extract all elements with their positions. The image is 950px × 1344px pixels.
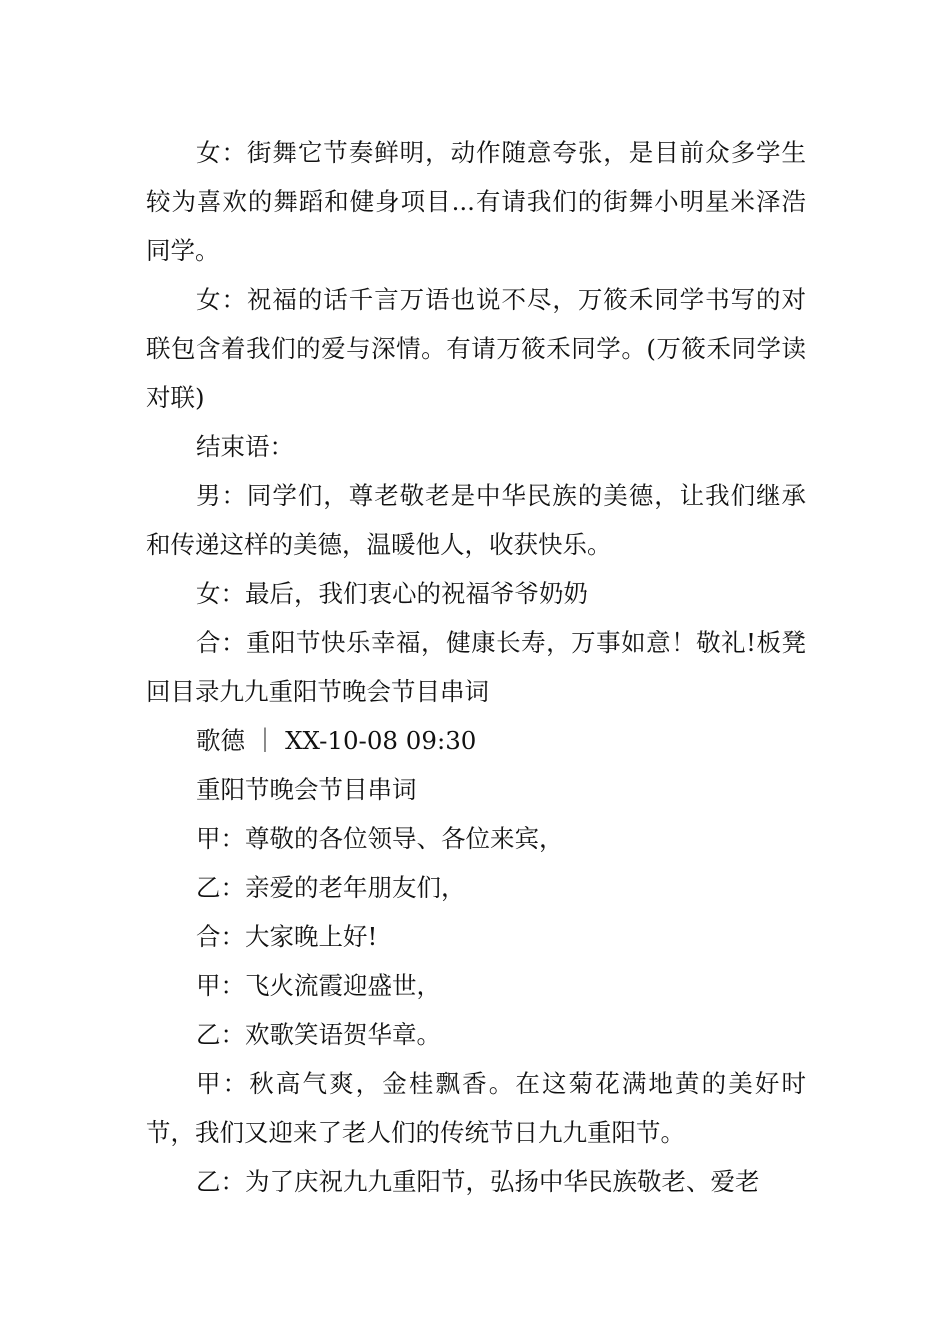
paragraph-jia-greeting: 甲：尊敬的各位领导、各位来宾， (196, 824, 564, 853)
paragraph-together-greeting: 合：大家晚上好! (196, 922, 378, 951)
paragraph-couplet-intro: 女：祝福的话千言万语也说不尽，万筱禾同学书写的对联包含着我们的爱与深情。有请万筱禾同学。(万筱禾同学读对联) (146, 285, 806, 412)
document-body (146, 128, 806, 1206)
article-byline: 歌德 ｜ XX-10-08 09:30 (196, 726, 477, 755)
paragraph-closing-female: 女：最后，我们衷心的祝福爷爷奶奶 (196, 579, 588, 608)
paragraph-closing-male: 男：同学们，尊老敬老是中华民族的美德，让我们继承和传递这样的美德，温暖他人，收获快乐。 (146, 481, 806, 559)
paragraph-closing-together: 合：重阳节快乐幸福，健康长寿，万事如意！敬礼!板凳回目录九九重阳节晚会节目串词 (146, 628, 806, 706)
paragraph-jia-autumn: 甲：秋高气爽，金桂飘香。在这菊花满地黄的美好时节，我们又迎来了老人们的传统节日九九重阳节。 (146, 1069, 806, 1147)
paragraph-jia-verse: 甲：飞火流霞迎盛世， (196, 971, 441, 1000)
paragraph-closing-heading: 结束语： (196, 432, 294, 461)
article-title: 重阳节晚会节目串词 (196, 775, 417, 804)
paragraph-street-dance-intro: 女：街舞它节奏鲜明，动作随意夸张，是目前众多学生较为喜欢的舞蹈和健身项目...有请我们的街舞小明星米泽浩同学。 (146, 138, 806, 265)
paragraph-yi-greeting: 乙：亲爱的老年朋友们， (196, 873, 466, 902)
paragraph-yi-celebration: 乙：为了庆祝九九重阳节，弘扬中华民族敬老、爱老 (196, 1167, 760, 1196)
paragraph-yi-verse: 乙：欢歌笑语贺华章。 (196, 1020, 441, 1049)
